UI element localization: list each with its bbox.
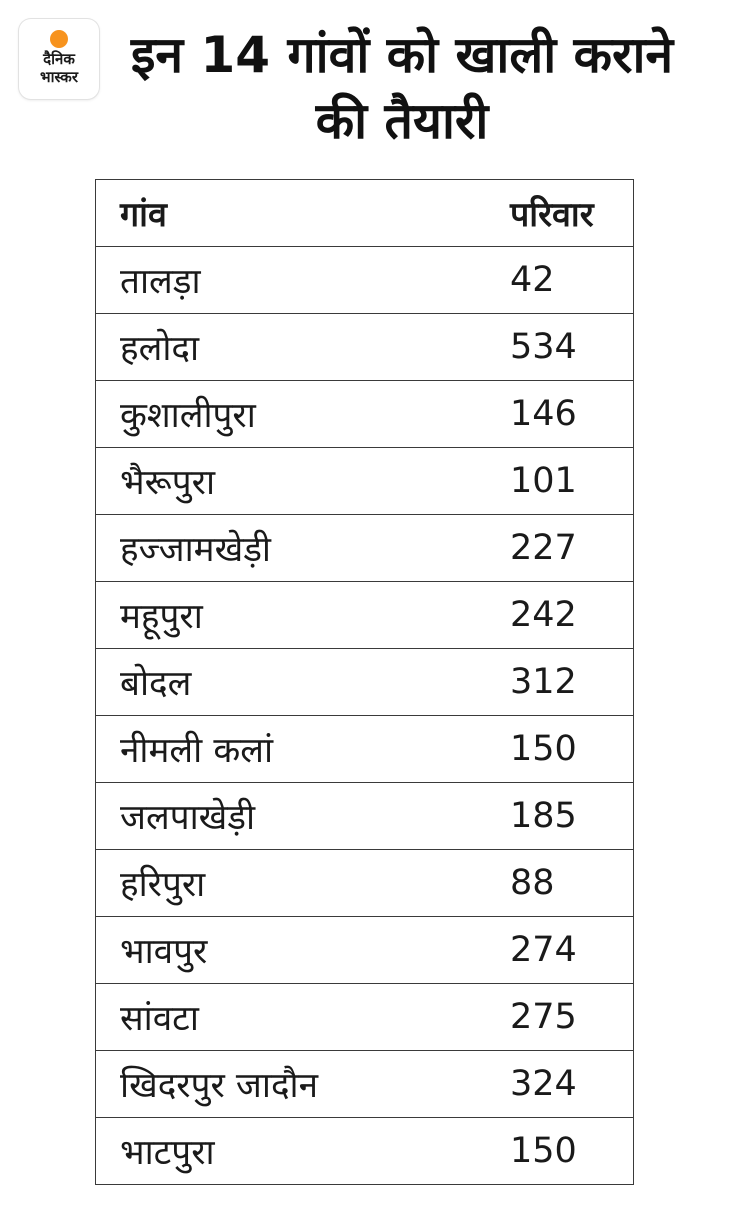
table-row: [96, 983, 633, 1050]
family-count: 275: [510, 997, 577, 1037]
village-name: जलपाखेड़ी: [120, 797, 256, 838]
village-name: हलोदा: [120, 328, 200, 369]
table-row: [96, 648, 633, 715]
table-row: [96, 715, 633, 782]
logo-line-2: भास्कर: [40, 68, 78, 86]
village-name: भाटपुरा: [120, 1132, 215, 1173]
table-row: [96, 246, 633, 313]
village-name: सांवटा: [120, 998, 199, 1039]
village-name: कुशालीपुरा: [120, 395, 256, 436]
table-row: [96, 916, 633, 983]
table-header-row: [96, 180, 633, 246]
village-name: भावपुर: [120, 931, 208, 972]
table-row: [96, 447, 633, 514]
family-count: 150: [510, 1131, 577, 1171]
family-count: 274: [510, 930, 577, 970]
family-count: 42: [510, 260, 555, 300]
table-row: [96, 581, 633, 648]
village-name: खिदरपुर जादौन: [120, 1065, 319, 1106]
village-name: भैरूपुरा: [120, 462, 216, 503]
villages-table: [95, 179, 634, 1185]
table-row: [96, 849, 633, 916]
table-row: [96, 1050, 633, 1117]
family-count: 324: [510, 1064, 577, 1104]
table-row: [96, 313, 633, 380]
family-count: 185: [510, 796, 577, 836]
family-count: 312: [510, 662, 577, 702]
logo-line-1: दैनिक: [43, 50, 75, 68]
village-name: तालड़ा: [120, 261, 201, 302]
family-count: 534: [510, 327, 577, 367]
village-name: हरिपुरा: [120, 864, 206, 905]
family-count: 88: [510, 863, 555, 903]
table-row: [96, 782, 633, 849]
sun-icon: [50, 30, 68, 48]
family-count: 150: [510, 729, 577, 769]
village-name: बोदल: [120, 663, 192, 704]
header-families: परिवार: [510, 195, 594, 235]
family-count: 227: [510, 528, 577, 568]
table-row: [96, 514, 633, 581]
table-row: [96, 380, 633, 447]
header-village: गांव: [120, 195, 167, 235]
family-count: 146: [510, 394, 577, 434]
village-name: नीमली कलां: [120, 730, 274, 771]
family-count: 242: [510, 595, 577, 635]
village-name: हज्जामखेड़ी: [120, 529, 271, 570]
village-name: महूपुरा: [120, 596, 203, 637]
table-row: [96, 1117, 633, 1184]
dainik-bhaskar-logo: [19, 19, 99, 99]
family-count: 101: [510, 461, 577, 501]
headline: इन 14 गांवों को खाली कराने की तैयारी: [130, 26, 674, 150]
